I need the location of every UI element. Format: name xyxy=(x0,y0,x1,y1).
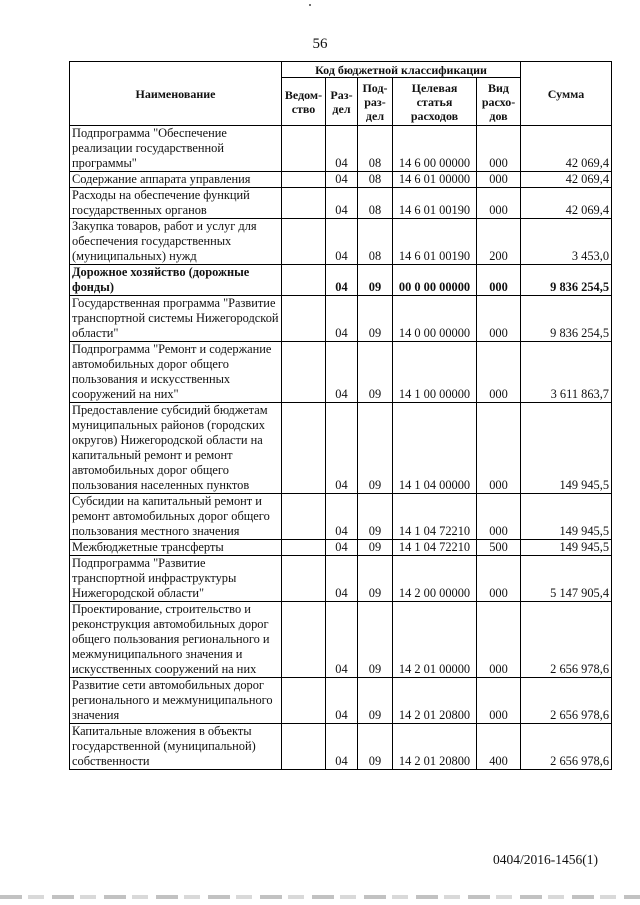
row-dept xyxy=(282,556,326,602)
row-dept xyxy=(282,188,326,219)
row-section: 04 xyxy=(326,540,358,556)
table-row xyxy=(70,602,612,678)
row-target: 14 2 00 00000 xyxy=(393,556,477,602)
row-sum: 2 656 978,6 xyxy=(521,724,612,770)
row-dept xyxy=(282,494,326,540)
row-dept xyxy=(282,296,326,342)
row-sum: 5 147 905,4 xyxy=(521,556,612,602)
row-sum: 3 453,0 xyxy=(521,219,612,265)
row-section: 04 xyxy=(326,342,358,403)
row-sum: 42 069,4 xyxy=(521,126,612,172)
row-subsection: 09 xyxy=(358,540,393,556)
table-row xyxy=(70,296,612,342)
row-sum: 42 069,4 xyxy=(521,188,612,219)
table-row xyxy=(70,265,612,296)
row-target: 14 2 01 00000 xyxy=(393,602,477,678)
row-name: Подпрограмма "Развитие транспортной инфраструктуры Нижегородской области" xyxy=(70,556,282,602)
row-subsection: 09 xyxy=(358,494,393,540)
row-type: 000 xyxy=(477,494,521,540)
row-dept xyxy=(282,172,326,188)
row-dept xyxy=(282,219,326,265)
row-target: 14 6 00 00000 xyxy=(393,126,477,172)
row-subsection: 09 xyxy=(358,403,393,494)
row-section: 04 xyxy=(326,296,358,342)
row-name: Расходы на обеспечение функций государственных органов xyxy=(70,188,282,219)
row-name: Развитие сети автомобильных дорог регионального и межмуниципального значения xyxy=(70,678,282,724)
row-name: Проектирование, строительство и реконструкция автомобильных дорог общего пользования регионального и межмуниципального значения и искусственных сооружений на них xyxy=(70,602,282,678)
row-section: 04 xyxy=(326,556,358,602)
budget-table xyxy=(69,61,612,770)
document-code: 0404/2016-1456(1) xyxy=(493,852,598,867)
row-type: 000 xyxy=(477,602,521,678)
row-type: 500 xyxy=(477,540,521,556)
row-section: 04 xyxy=(326,126,358,172)
scan-speck xyxy=(309,4,311,6)
row-target: 14 2 01 20800 xyxy=(393,678,477,724)
row-name: Субсидии на капитальный ремонт и ремонт автомобильных дорог общего пользования местного значения xyxy=(70,494,282,540)
table-row xyxy=(70,188,612,219)
header-section: Раз-дел xyxy=(326,78,358,126)
row-type: 000 xyxy=(477,172,521,188)
row-name: Капитальные вложения в объекты государственной (муниципальной) собственности xyxy=(70,724,282,770)
row-name: Предоставление субсидий бюджетам муниципальных районов (городских округов) Нижегородской области на капитальный ремонт и ремонт автомобильных дорог общего пользования населенных пунктов xyxy=(70,403,282,494)
row-type: 000 xyxy=(477,556,521,602)
row-sum: 3 611 863,7 xyxy=(521,342,612,403)
row-type: 000 xyxy=(477,678,521,724)
row-name: Содержание аппарата управления xyxy=(70,172,282,188)
row-sum: 149 945,5 xyxy=(521,540,612,556)
row-dept xyxy=(282,602,326,678)
row-subsection: 09 xyxy=(358,265,393,296)
header-name: Наименование xyxy=(70,62,282,126)
row-target: 14 1 04 00000 xyxy=(393,403,477,494)
header-dept: Ведом-ство xyxy=(282,78,326,126)
row-section: 04 xyxy=(326,494,358,540)
row-target: 14 6 01 00190 xyxy=(393,188,477,219)
row-dept xyxy=(282,724,326,770)
row-name: Подпрограмма "Обеспечение реализации государственной программы" xyxy=(70,126,282,172)
row-target: 14 1 04 72210 xyxy=(393,540,477,556)
table-row xyxy=(70,219,612,265)
row-dept xyxy=(282,403,326,494)
row-subsection: 09 xyxy=(358,342,393,403)
row-name: Подпрограмма "Ремонт и содержание автомобильных дорог общего пользования и искусственных сооружений на них" xyxy=(70,342,282,403)
row-type: 000 xyxy=(477,296,521,342)
row-subsection: 08 xyxy=(358,219,393,265)
row-section: 04 xyxy=(326,602,358,678)
row-type: 000 xyxy=(477,342,521,403)
header-sum: Сумма xyxy=(521,62,612,126)
header-subsection: Под-раз-дел xyxy=(358,78,393,126)
row-type: 000 xyxy=(477,403,521,494)
row-sum: 149 945,5 xyxy=(521,403,612,494)
table-row xyxy=(70,494,612,540)
row-target: 14 1 00 00000 xyxy=(393,342,477,403)
row-sum: 9 836 254,5 xyxy=(521,296,612,342)
row-name: Дорожное хозяйство (дорожные фонды) xyxy=(70,265,282,296)
row-name: Государственная программа "Развитие транспортной системы Нижегородской области" xyxy=(70,296,282,342)
row-sum: 42 069,4 xyxy=(521,172,612,188)
row-name: Закупка товаров, работ и услуг для обеспечения государственных (муниципальных) нужд xyxy=(70,219,282,265)
row-subsection: 08 xyxy=(358,188,393,219)
table-row xyxy=(70,172,612,188)
row-subsection: 08 xyxy=(358,126,393,172)
row-target: 14 6 01 00190 xyxy=(393,219,477,265)
row-type: 000 xyxy=(477,265,521,296)
row-target: 00 0 00 00000 xyxy=(393,265,477,296)
row-dept xyxy=(282,342,326,403)
table-row xyxy=(70,540,612,556)
row-target: 14 1 04 72210 xyxy=(393,494,477,540)
row-subsection: 09 xyxy=(358,296,393,342)
row-section: 04 xyxy=(326,265,358,296)
row-type: 000 xyxy=(477,188,521,219)
scan-edge xyxy=(0,895,640,899)
row-sum: 2 656 978,6 xyxy=(521,678,612,724)
row-section: 04 xyxy=(326,172,358,188)
row-section: 04 xyxy=(326,678,358,724)
table-row xyxy=(70,342,612,403)
row-dept xyxy=(282,265,326,296)
table-row xyxy=(70,678,612,724)
table-row xyxy=(70,126,612,172)
table-row xyxy=(70,724,612,770)
row-section: 04 xyxy=(326,403,358,494)
row-dept xyxy=(282,678,326,724)
row-section: 04 xyxy=(326,219,358,265)
page-number: 56 xyxy=(312,36,328,52)
row-subsection: 09 xyxy=(358,602,393,678)
row-subsection: 08 xyxy=(358,172,393,188)
row-subsection: 09 xyxy=(358,678,393,724)
row-sum: 2 656 978,6 xyxy=(521,602,612,678)
row-name: Межбюджетные трансферты xyxy=(70,540,282,556)
row-type: 400 xyxy=(477,724,521,770)
row-target: 14 6 01 00000 xyxy=(393,172,477,188)
row-section: 04 xyxy=(326,724,358,770)
row-section: 04 xyxy=(326,188,358,219)
row-target: 14 0 00 00000 xyxy=(393,296,477,342)
row-sum: 149 945,5 xyxy=(521,494,612,540)
row-type: 200 xyxy=(477,219,521,265)
header-classification-group: Код бюджетной классификации xyxy=(282,62,521,78)
row-subsection: 09 xyxy=(358,724,393,770)
row-sum: 9 836 254,5 xyxy=(521,265,612,296)
row-target: 14 2 01 20800 xyxy=(393,724,477,770)
header-type: Вид расхо-дов xyxy=(477,78,521,126)
row-subsection: 09 xyxy=(358,556,393,602)
row-dept xyxy=(282,126,326,172)
table-row xyxy=(70,556,612,602)
header-target: Целевая статья расходов xyxy=(393,78,477,126)
row-dept xyxy=(282,540,326,556)
row-type: 000 xyxy=(477,126,521,172)
table-row xyxy=(70,403,612,494)
